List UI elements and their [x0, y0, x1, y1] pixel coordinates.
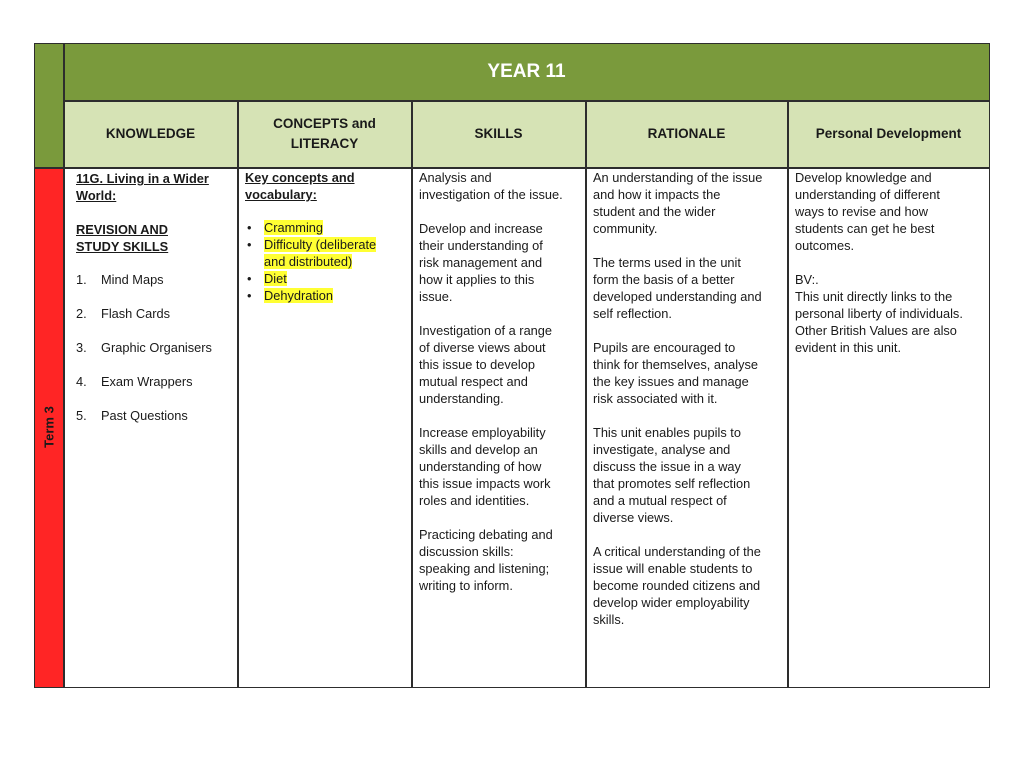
concepts-heading-line2: vocabulary:: [245, 187, 317, 202]
rationale-line: diverse views.: [593, 510, 674, 525]
skills-line: mutual respect and: [419, 374, 528, 389]
personal-line: BV:.: [795, 272, 819, 287]
unit-title-line2: World:: [76, 188, 117, 203]
skills-line: skills and develop an: [419, 442, 538, 457]
skills-line: Develop and increase: [419, 221, 543, 236]
header-rationale: RATIONALE: [647, 126, 726, 141]
skills-line: speaking and listening;: [419, 561, 550, 576]
skills-line: how it applies to this: [419, 272, 535, 287]
skills-line: this issue to develop: [419, 357, 535, 372]
rationale-line: issue will enable students to: [593, 561, 753, 576]
vocabulary-term: Dehydration: [264, 288, 334, 303]
skills-line: Investigation of a range: [419, 323, 553, 338]
grid-line: [237, 100, 239, 688]
skills-line: of diverse views about: [419, 340, 546, 355]
skills-line: roles and identities.: [419, 493, 530, 508]
vocabulary-term-cont: and distributed): [264, 254, 353, 269]
rationale-line: An understanding of the issue: [593, 170, 763, 185]
rationale-line: become rounded citizens and: [593, 578, 761, 593]
skills-line: issue.: [419, 289, 453, 304]
rationale-line: community.: [593, 221, 658, 236]
rationale-line: student and the wider: [593, 204, 716, 219]
list-item-text: Flash Cards: [101, 306, 170, 321]
personal-line: Develop knowledge and: [795, 170, 932, 185]
list-item-number: 4.: [76, 374, 87, 389]
rationale-line: discuss the issue in a way: [593, 459, 741, 474]
personal-line: personal liberty of individuals.: [795, 306, 963, 321]
vocabulary-term: Difficulty (deliberate: [264, 237, 377, 252]
page-title: YEAR 11: [487, 61, 566, 82]
skills-line: this issue impacts work: [419, 476, 551, 491]
table-frame: [34, 43, 990, 688]
unit-title-line1: 11G. Living in a Wider: [76, 171, 209, 186]
list-item-number: 1.: [76, 272, 87, 287]
section-title-line1: REVISION AND: [76, 222, 168, 237]
list-item-text: Graphic Organisers: [101, 340, 212, 355]
rationale-line: that promotes self reflection: [593, 476, 751, 491]
section-title-line2: STUDY SKILLS: [76, 239, 169, 254]
personal-line: evident in this unit.: [795, 340, 901, 355]
skills-line: Increase employability: [419, 425, 546, 440]
concepts-heading-line1: Key concepts and: [245, 170, 355, 185]
skills-line: their understanding of: [419, 238, 543, 253]
skills-line: writing to inform.: [419, 578, 513, 593]
header-knowledge: KNOWLEDGE: [105, 126, 196, 141]
skills-line: Analysis and: [419, 170, 492, 185]
skills-line: investigation of the issue.: [419, 187, 563, 202]
rationale-line: Pupils are encouraged to: [593, 340, 736, 355]
skills-line: Practicing debating and: [419, 527, 553, 542]
rationale-line: skills.: [593, 612, 625, 627]
skills-line: discussion skills:: [419, 544, 514, 559]
rationale-line: risk associated with it.: [593, 391, 718, 406]
skills-line: understanding.: [419, 391, 504, 406]
grid-line: [787, 100, 789, 688]
rationale-line: and how it impacts the: [593, 187, 721, 202]
rationale-line: and a mutual respect of: [593, 493, 727, 508]
rationale-line: think for themselves, analyse: [593, 357, 759, 372]
list-item-text: Exam Wrappers: [101, 374, 193, 389]
personal-line: students can get he best: [795, 221, 935, 236]
list-item-number: 2.: [76, 306, 87, 321]
list-item-text: Mind Maps: [101, 272, 164, 287]
rationale-line: the key issues and manage: [593, 374, 749, 389]
rationale-line: This unit enables pupils to: [593, 425, 741, 440]
rationale-line: develop wider employability: [593, 595, 750, 610]
vocabulary-term: Cramming: [264, 220, 324, 235]
personal-line: outcomes.: [795, 238, 855, 253]
rationale-line: A critical understanding of the: [593, 544, 761, 559]
vocabulary-term: Diet: [264, 271, 287, 286]
rationale-line: form the basis of a better: [593, 272, 735, 287]
personal-line: Other British Values are also: [795, 323, 957, 338]
header-concepts-line2: LITERACY: [290, 136, 359, 151]
personal-line: This unit directly links to the: [795, 289, 953, 304]
grid-line: [411, 100, 413, 688]
grid-line: [63, 43, 65, 688]
rationale-line: The terms used in the unit: [593, 255, 741, 270]
personal-line: ways to revise and how: [795, 204, 929, 219]
header-personal: Personal Development: [815, 126, 962, 141]
list-item-number: 3.: [76, 340, 87, 355]
term-label: Term 3: [41, 406, 57, 448]
rationale-line: self reflection.: [593, 306, 672, 321]
header-concepts-line1: CONCEPTS and: [273, 116, 376, 131]
list-item-number: 5.: [76, 408, 87, 423]
rationale-line: investigate, analyse and: [593, 442, 731, 457]
skills-line: understanding of how: [419, 459, 542, 474]
personal-line: understanding of different: [795, 187, 940, 202]
list-item-text: Past Questions: [101, 408, 188, 423]
skills-line: risk management and: [419, 255, 543, 270]
grid-line: [585, 100, 587, 688]
rationale-line: developed understanding and: [593, 289, 762, 304]
grid-line: [34, 167, 990, 169]
header-skills: SKILLS: [474, 126, 523, 141]
grid-line: [63, 100, 990, 102]
